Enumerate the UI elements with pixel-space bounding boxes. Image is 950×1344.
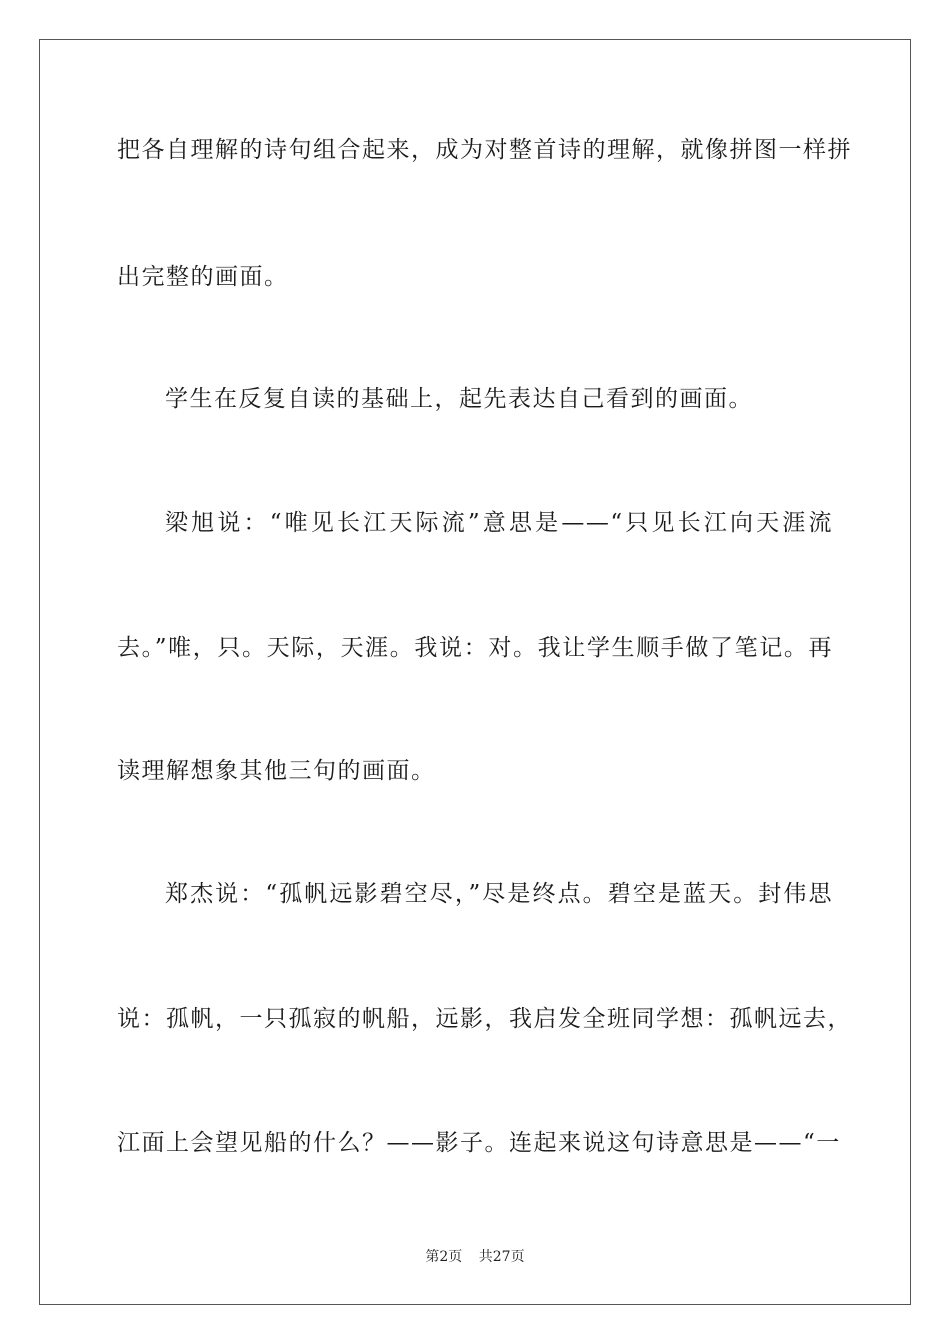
body-line-6: 读理解想象其他三句的画面。 xyxy=(117,758,436,784)
body-line-4: 梁旭说：“唯见长江天际流”意思是——“只见长江向天涯流 xyxy=(165,510,833,536)
page-footer xyxy=(0,1248,950,1266)
body-line-5: 去。”唯，只。天际，天涯。我说：对。我让学生顺手做了笔记。再 xyxy=(117,635,833,661)
page-border xyxy=(39,39,911,1305)
page-number: 第2页 xyxy=(425,1249,463,1265)
page-total: 共27页 xyxy=(478,1249,525,1265)
body-line-7: 郑杰说：“孤帆远影碧空尽，”尽是终点。碧空是蓝天。封伟思 xyxy=(165,881,833,907)
body-line-3: 学生在反复自读的基础上，起先表达自己看到的画面。 xyxy=(165,386,753,412)
body-line-9: 江面上会望见船的什么？——影子。连起来说这句诗意思是——“一 xyxy=(117,1130,841,1156)
body-line-8: 说：孤帆，一只孤寂的帆船，远影，我启发全班同学想：孤帆远去， xyxy=(117,1006,852,1032)
body-line-2: 出完整的画面。 xyxy=(117,264,289,290)
body-line-1: 把各自理解的诗句组合起来，成为对整首诗的理解，就像拼图一样拼 xyxy=(117,137,852,163)
